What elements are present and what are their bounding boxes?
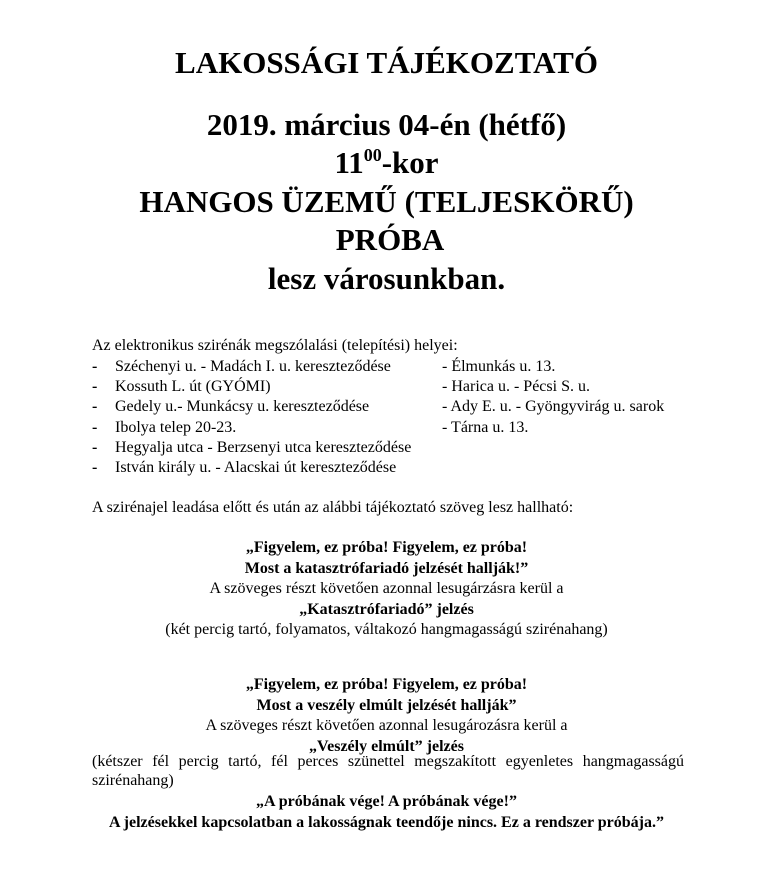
first-announcement-line1: „Figyelem, ez próba! Figyelem, ez próba! (245, 539, 528, 556)
list-bullet: - (92, 398, 98, 416)
second-announcement-description: (kétszer fél percig tartó, fél perces szünettel megszakított egyenletes hangmagasságú szirénahang) (92, 753, 684, 789)
test-location: lesz városunkban. (267, 261, 506, 296)
list-bullet: - (92, 358, 98, 375)
event-time (0, 144, 773, 182)
list-item (92, 458, 411, 478)
list-item-text: Hegyalja utca - Berzsenyi utca kereszteződése (115, 438, 412, 456)
closing-line2: A jelzésekkel kapcsolatban a lakosságnak teendője nincs. Ez a rendszer próbája.” (109, 813, 664, 831)
closing-announcement (0, 792, 773, 833)
list-item-text: Kossuth L. út (GYÓMI) (115, 378, 271, 396)
first-announcement-line2: Most a katasztrófariadó jelzését hallják!” (244, 559, 529, 577)
sirens-list-left (92, 357, 411, 478)
list-item: - Harica u. - Pécsi S. u. (442, 378, 590, 396)
second-announcement-line3: A szöveges részt követően azonnal lesugározásra kerül a (205, 717, 568, 735)
list-item (92, 357, 411, 377)
list-item (92, 377, 411, 397)
event-time-suffix: -kor (381, 145, 439, 180)
sirens-intro: Az elektronikus szirénák megszólalási (telepítési) helyei: (92, 337, 458, 354)
list-bullet: - (92, 378, 98, 396)
event-time-minutes: 00 (363, 145, 382, 165)
list-bullet: - (92, 418, 98, 436)
list-item (92, 397, 411, 417)
list-item: - Élmunkás u. 13. (442, 358, 556, 375)
list-item-text: Gedely u.- Munkácsy u. kereszteződése (115, 398, 370, 416)
first-announcement-line3: A szöveges részt követően azonnal lesugárzásra kerül a (209, 580, 564, 598)
second-announcement-signal: „Veszély elmúlt” jelzés (309, 737, 464, 755)
list-item: - Tárna u. 13. (442, 418, 529, 436)
second-announcement (0, 675, 773, 757)
second-announcement-line1: „Figyelem, ez próba! Figyelem, ez próba! (245, 676, 528, 693)
sirens-list-right (442, 357, 664, 438)
closing-line1: „A próbának vége! A próbának vége!” (256, 793, 517, 810)
announcement-lead: A szirénajel leadása előtt és után az alábbi tájékoztató szöveg lesz hallható: (92, 499, 574, 516)
first-announcement-description: (két percig tartó, folyamatos, váltakozó hangmagasságú szirénahang) (165, 621, 608, 639)
list-item-text: István király u. - Alacskai út kereszteződése (115, 459, 397, 477)
event-date: 2019. március 04-én (hétfő) (206, 107, 567, 142)
list-item: - Ady E. u. - Gyöngyvirág u. sarok (442, 398, 665, 416)
list-item (92, 438, 411, 458)
event-time-hour: 11 (334, 145, 364, 180)
list-bullet: - (92, 459, 98, 477)
list-item (92, 418, 411, 438)
list-bullet: - (92, 438, 98, 456)
list-item-text: Széchenyi u. - Madách I. u. kereszteződése (115, 358, 391, 375)
document-title: LAKOSSÁGI TÁJÉKOZTATÓ (175, 45, 598, 80)
test-type: HANGOS ÜZEMŰ (TELJESKÖRŰ) (139, 184, 634, 219)
list-item-text: Ibolya telep 20-23. (115, 418, 237, 436)
test-word: PRÓBA (335, 222, 445, 257)
first-announcement-signal: „Katasztrófariadó” jelzés (299, 600, 474, 618)
second-announcement-line2: Most a veszély elmúlt jelzését hallják” (256, 696, 517, 714)
first-announcement (0, 538, 773, 641)
